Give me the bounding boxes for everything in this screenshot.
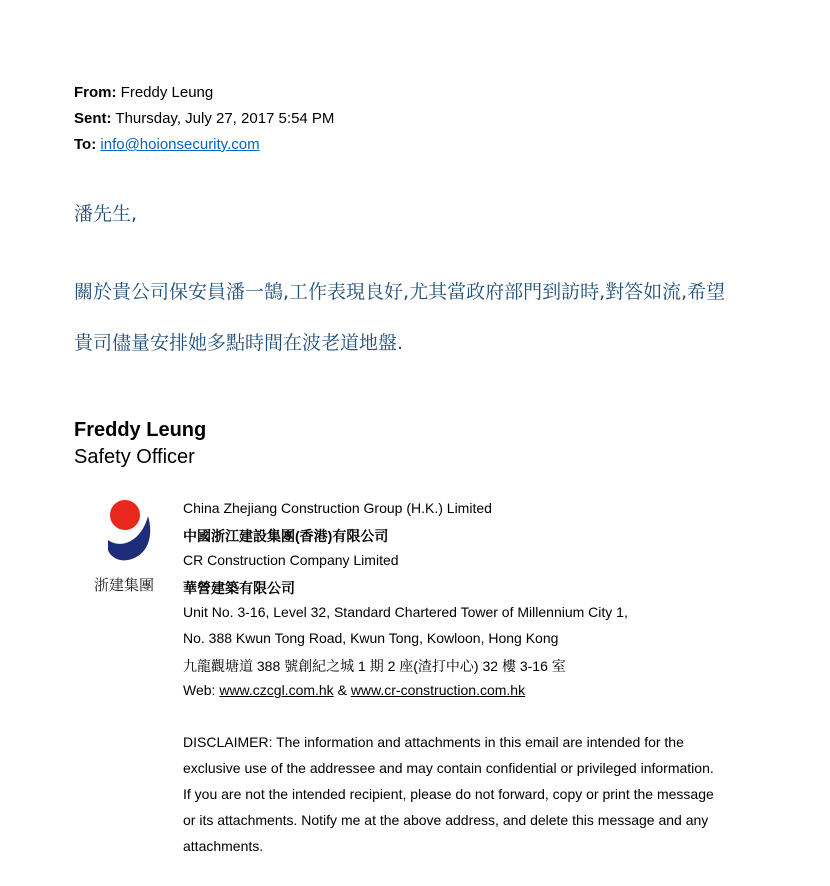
body-line-2: 貴司儘量安排她多點時間在波老道地盤. [74, 332, 404, 354]
web-separator: & [337, 682, 347, 698]
from-label: From: [74, 84, 117, 101]
web-label: Web: [183, 682, 216, 698]
disclaimer-line-4: or its attachments. Notify me at the above address, and delete this message and any [183, 812, 709, 828]
signature-name: Freddy Leung [74, 419, 207, 441]
web-line [183, 682, 525, 698]
signature-title: Safety Officer [74, 446, 195, 468]
logo-text: 浙建集團 [94, 576, 155, 594]
web-link-czcgl[interactable]: www.czcgl.com.hk [219, 682, 334, 698]
web-link-cr-construction[interactable]: www.cr-construction.com.hk [350, 682, 526, 698]
address-line-2: No. 388 Kwun Tong Road, Kwun Tong, Kowloon, Hong Kong [183, 630, 559, 646]
disclaimer-line-1: DISCLAIMER: The information and attachments in this email are intended for the [183, 734, 684, 750]
company-zh: 中國浙江建設集團(香港)有限公司 [183, 528, 389, 544]
disclaimer-line-5: attachments. [183, 838, 264, 854]
sent-label: Sent: [74, 110, 112, 127]
from-value: Freddy Leung [120, 84, 214, 101]
sent-line [74, 110, 334, 127]
company2-en: CR Construction Company Limited [183, 552, 399, 568]
company-en: China Zhejiang Construction Group (H.K.) Limited [183, 500, 492, 516]
company2-zh: 華營建築有限公司 [183, 580, 295, 596]
to-line [74, 136, 260, 153]
greeting: 潘先生, [74, 203, 138, 225]
address-line-1: Unit No. 3-16, Level 32, Standard Chartered Tower of Millennium City 1, [183, 604, 628, 620]
disclaimer-line-3: If you are not the intended recipient, please do not forward, copy or print the message [183, 786, 714, 802]
body-line-1: 關於貴公司保安員潘一鵠,工作表現良好,尤其當政府部門到訪時,對答如流,希望 [74, 281, 726, 303]
from-line [74, 84, 213, 101]
logo-red-circle [110, 500, 140, 530]
address-zh: 九龍觀塘道 388 號創紀之城 1 期 2 座(渣打中心) 32 樓 3-16 室 [183, 658, 566, 674]
to-label: To: [74, 136, 97, 153]
to-email-link[interactable]: info@hoionsecurity.com [100, 136, 260, 153]
sent-value: Thursday, July 27, 2017 5:54 PM [115, 110, 335, 127]
disclaimer-line-2: exclusive use of the addressee and may contain confidential or privileged information. [183, 760, 714, 776]
